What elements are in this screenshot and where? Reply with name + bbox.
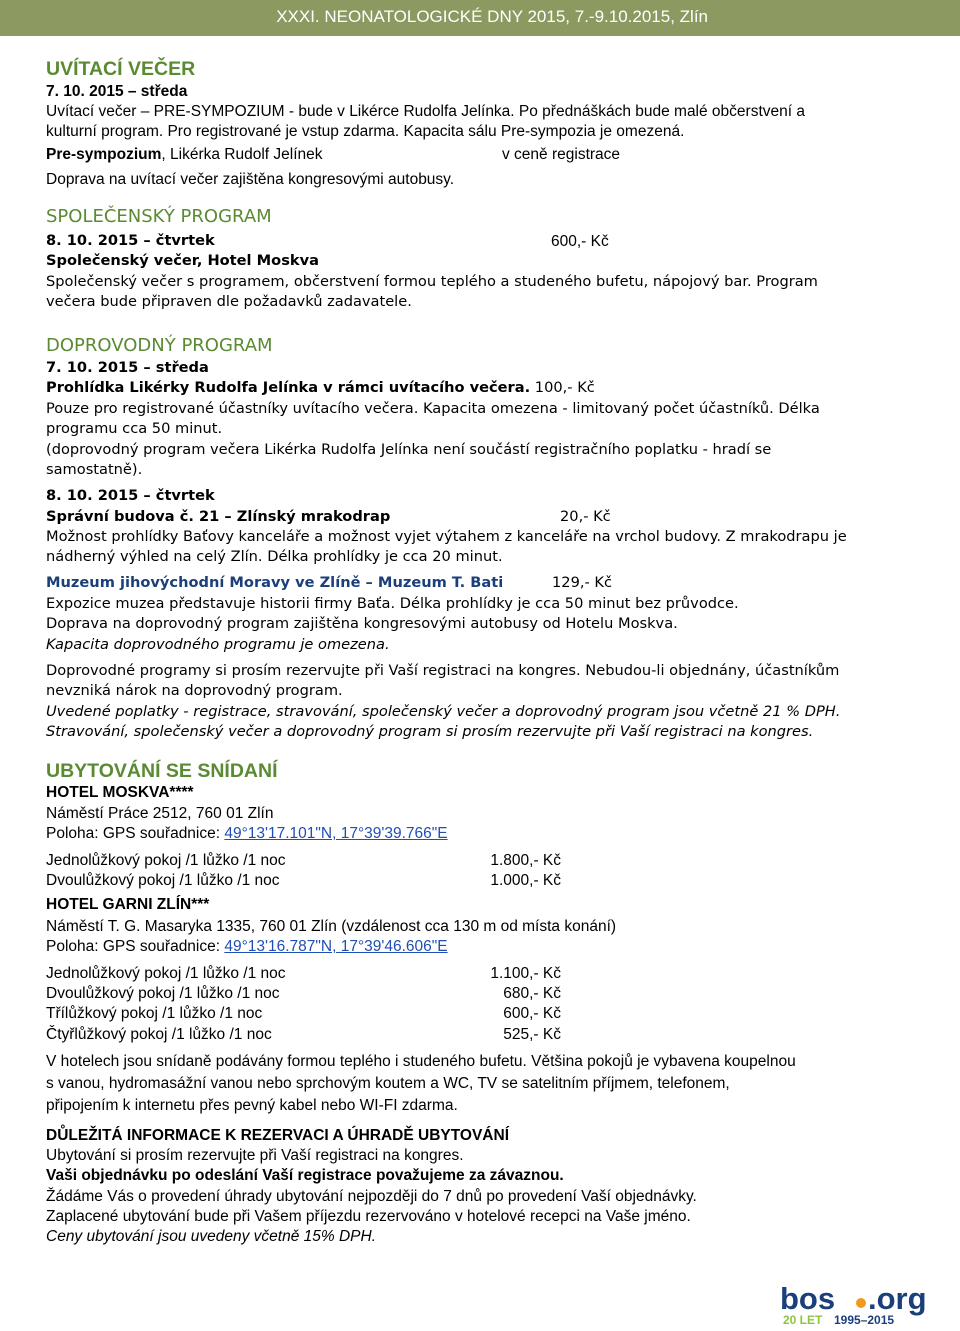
social-price: 600,- Kč: [551, 233, 609, 250]
vat-note-2: Stravování, společenský večer a doprovodný program si prosím rezervujte při Vaší registraci na kongres.: [46, 723, 814, 740]
hotel1-address: Náměstí Práce 2512, 760 01 Zlín: [46, 805, 274, 822]
welcome-venue-rest: , Likérka Rudolf Jelínek: [161, 146, 323, 163]
skyscraper-title: [46, 508, 390, 525]
tour-text-2: programu cca 50 minut.: [46, 420, 223, 437]
tour-price: 100,- Kč: [530, 379, 595, 396]
hotel2-room-3-price: 600,- Kč: [503, 1005, 561, 1022]
vat-note-1: Uvedené poplatky - registrace, stravování, společenský večer a doprovodný program jsou včetně 21 % DPH.: [46, 703, 841, 720]
hotel2-room-4: Čtyřlůžkový pokoj /1 lůžko /1 noc: [46, 1026, 272, 1043]
important-line-4: Zaplacené ubytování bude při Vašem příjezdu rezervováno v hotelové recepci na Vaše jméno.: [46, 1208, 691, 1225]
welcome-date: 7. 10. 2015 – středa: [46, 83, 188, 100]
hotel2-gps-line: [46, 937, 448, 956]
skyscraper-title-b: 21 – Zlínský mrakodrap: [193, 508, 391, 525]
hotel1-gps-label: Poloha: GPS souřadnice:: [46, 825, 225, 842]
logo-dot-icon: [856, 1298, 866, 1308]
accommodation-heading: UBYTOVÁNÍ SE SNÍDANÍ: [46, 760, 278, 782]
hotel1-gps-link[interactable]: 49°13'17.101"N, 17°39'39.766"E: [224, 825, 448, 842]
hotel2-room-2-price: 680,- Kč: [503, 985, 561, 1002]
hotel1-room-2: Dvoulůžkový pokoj /1 lůžko /1 noc: [46, 872, 280, 889]
hotel2-room-4-price: 525,- Kč: [503, 1026, 561, 1043]
side-date-2: 8. 10. 2015 – čtvrtek: [46, 487, 215, 504]
skyscraper-text-1: Možnost prohlídky Baťovy kanceláře a možnost vyjet výtahem z kanceláře na vrchol budovy. Z mrakodrapu je: [46, 528, 847, 545]
logo-org-text: .org: [868, 1283, 927, 1316]
hotel-info-2: s vanou, hydromasážní vanou nebo sprchovým koutem a WC, TV se satelitním příjmem, telefonem,: [46, 1075, 730, 1092]
hotel2-gps-label: Poloha: GPS souřadnice:: [46, 938, 225, 955]
side-heading: DOPROVODNÝ PROGRAM: [46, 335, 273, 356]
hotel1-room-1-price: 1.800,- Kč: [490, 852, 561, 869]
logo-bos-text: bos: [780, 1283, 836, 1316]
welcome-text-1: Uvítací večer – PRE-SYMPOZIUM - bude v Likérce Rudolfa Jelínka. Po přednáškách bude malé občerstvení a: [46, 103, 805, 120]
welcome-transport: Doprava na uvítací večer zajištěna kongresovými autobusy.: [46, 171, 455, 188]
hotel1-gps-line: [46, 824, 448, 843]
welcome-venue-price: v ceně registrace: [502, 146, 621, 163]
welcome-venue: [46, 145, 323, 164]
social-text-2: večera bude připraven dle požadavků zadavatele.: [46, 293, 412, 310]
hotel2-room-1-price: 1.100,- Kč: [490, 965, 561, 982]
social-heading: SPOLEČENSKÝ PROGRAM: [46, 206, 272, 227]
hotel2-name: HOTEL GARNI ZLÍN***: [46, 896, 210, 913]
hotel2-address: Náměstí T. G. Masaryka 1335, 760 01 Zlín (vzdálenost cca 130 m od místa konání): [46, 918, 617, 935]
social-date: 8. 10. 2015 – čtvrtek: [46, 232, 215, 249]
tour-title-line: [46, 379, 595, 396]
tour-text-3: (doprovodný program večera Likérka Rudolfa Jelínka není součástí registračního poplatku - hradí se: [46, 441, 772, 458]
hotel2-room-3: Třílůžkový pokoj /1 lůžko /1 noc: [46, 1005, 263, 1022]
skyscraper-text-2: nádherný výhled na celý Zlín. Délka prohlídky je cca 20 minut.: [46, 548, 503, 565]
logo-years-text: 1995–2015: [834, 1313, 895, 1327]
tour-text-4: samostatně).: [46, 461, 143, 478]
hotel2-room-2: Dvoulůžkový pokoj /1 lůžko /1 noc: [46, 985, 280, 1002]
reserve-text-1: Doprovodné programy si prosím rezervujte při Vaší registraci na kongres. Nebudou-li objednány, účastníkům: [46, 662, 840, 679]
hotel1-room-1: Jednolůžkový pokoj /1 lůžko /1 noc: [46, 852, 286, 869]
reserve-text-2: nevzniká nárok na doprovodný program.: [46, 682, 343, 699]
tour-title: Prohlídka Likérky Rudolfa Jelínka v rámci uvítacího večera.: [46, 379, 531, 396]
header-title: XXXI. NEONATOLOGICKÉ DNY 2015, 7.-9.10.2015, Zlín: [276, 7, 708, 26]
logo-20let-text: 20 LET: [783, 1313, 823, 1327]
hotel2-room-1: Jednolůžkový pokoj /1 lůžko /1 noc: [46, 965, 286, 982]
welcome-heading: UVÍTACÍ VEČER: [46, 58, 196, 80]
social-title: Společenský večer, Hotel Moskva: [46, 252, 319, 269]
museum-text-1: Expozice muzea představuje historii firmy Baťa. Délka prohlídky je cca 50 minut bez průvodce.: [46, 595, 739, 612]
welcome-text-2: kulturní program. Pro registrované je vstup zdarma. Kapacita sálu Pre-sympozia je omezená.: [46, 123, 685, 140]
welcome-venue-bold: Pre-sympozium: [46, 146, 162, 163]
bos-org-logo: [780, 1283, 946, 1327]
important-heading: DŮLEŽITÁ INFORMACE K REZERVACI A ÚHRADĚ UBYTOVÁNÍ: [46, 1127, 510, 1144]
capacity-note: Kapacita doprovodného programu je omezena.: [46, 636, 390, 653]
header-bar: [0, 0, 960, 36]
social-text-1: Společenský večer s programem, občerstvení formou teplého a studeného bufetu, nápojový bar. Program: [46, 273, 818, 290]
museum-title: Muzeum jihovýchodní Moravy ve Zlíně – Muzeum T. Bati: [46, 574, 504, 591]
skyscraper-title-a: Správní budova č.: [46, 508, 194, 525]
important-line-3: Žádáme Vás o provedení úhrady ubytování nejpozději do 7 dnů po provedení Vaší objednávky.: [46, 1188, 697, 1205]
hotel1-name: HOTEL MOSKVA****: [46, 784, 194, 801]
hotel-info-1: V hotelech jsou snídaně podávány formou teplého i studeného bufetu. Většina pokojů je vybavena koupelnou: [46, 1053, 796, 1070]
important-line-1: Ubytování si prosím rezervujte při Vaší registraci na kongres.: [46, 1147, 464, 1164]
hotel2-gps-link[interactable]: 49°13'16.787"N, 17°39'46.606"E: [224, 938, 448, 955]
skyscraper-price: 20,- Kč: [560, 508, 611, 525]
side-date-1: 7. 10. 2015 – středa: [46, 359, 209, 376]
hotel1-room-2-price: 1.000,- Kč: [490, 872, 561, 889]
museum-text-2: Doprava na doprovodný program zajištěna kongresovými autobusy od Hotelu Moskva.: [46, 615, 678, 632]
important-line-2: Vaši objednávku po odeslání Vaší registrace považujeme za závaznou.: [46, 1167, 564, 1184]
hotel-info-3: připojením k internetu přes pevný kabel nebo WI-FI zdarma.: [46, 1097, 458, 1114]
important-line-5: Ceny ubytování jsou uvedeny včetně 15% DPH.: [46, 1228, 376, 1245]
tour-text-1: Pouze pro registrované účastníky uvítacího večera. Kapacita omezena - limitovaný počet účastníků. Délka: [46, 400, 820, 417]
museum-price: 129,- Kč: [552, 574, 612, 591]
